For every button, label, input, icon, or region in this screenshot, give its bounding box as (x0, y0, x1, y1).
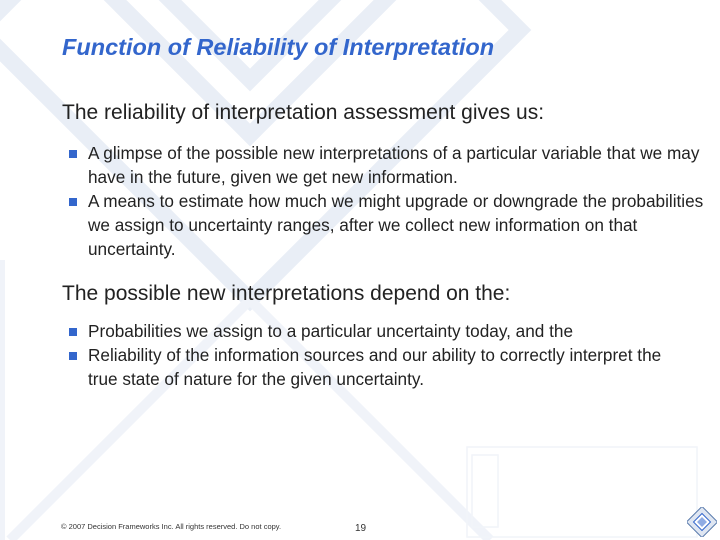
square-bullet-icon (69, 352, 77, 360)
square-bullet-icon (69, 328, 77, 336)
diamond-logo-icon (687, 507, 717, 537)
page-number: 19 (355, 523, 367, 534)
bullet-item (62, 141, 706, 189)
slide-title: Function of Reliability of Interpretation (62, 34, 495, 60)
square-bullet-icon (69, 198, 77, 206)
square-bullet-icon (69, 150, 77, 158)
bullet-text: A glimpse of the possible new interpretations of a particular variable that we may have in the future, given we get new information. (88, 143, 700, 187)
bullet-item (62, 319, 668, 343)
section-heading-reliability: The reliability of interpretation assessment gives us: (62, 101, 545, 124)
bullet-text: Reliability of the information sources and our ability to correctly interpret the true state of nature for the given uncertainty. (88, 345, 662, 389)
bullet-item (62, 343, 668, 391)
section-heading-interpretations: The possible new interpretations depend on the: (62, 282, 511, 305)
footer-copyright: © 2007 Decision Frameworks Inc. All rights reserved. Do not copy. (61, 522, 282, 531)
bullet-text: A means to estimate how much we might upgrade or downgrade the probabilities we assign to uncertainty ranges, after we collect new information on that uncertainty. (88, 191, 704, 259)
bullet-text: Probabilities we assign to a particular uncertainty today, and the (88, 321, 574, 341)
bullet-list-reliability (62, 141, 702, 261)
bullet-list-interpretations (62, 319, 702, 391)
bullet-item (62, 189, 706, 261)
